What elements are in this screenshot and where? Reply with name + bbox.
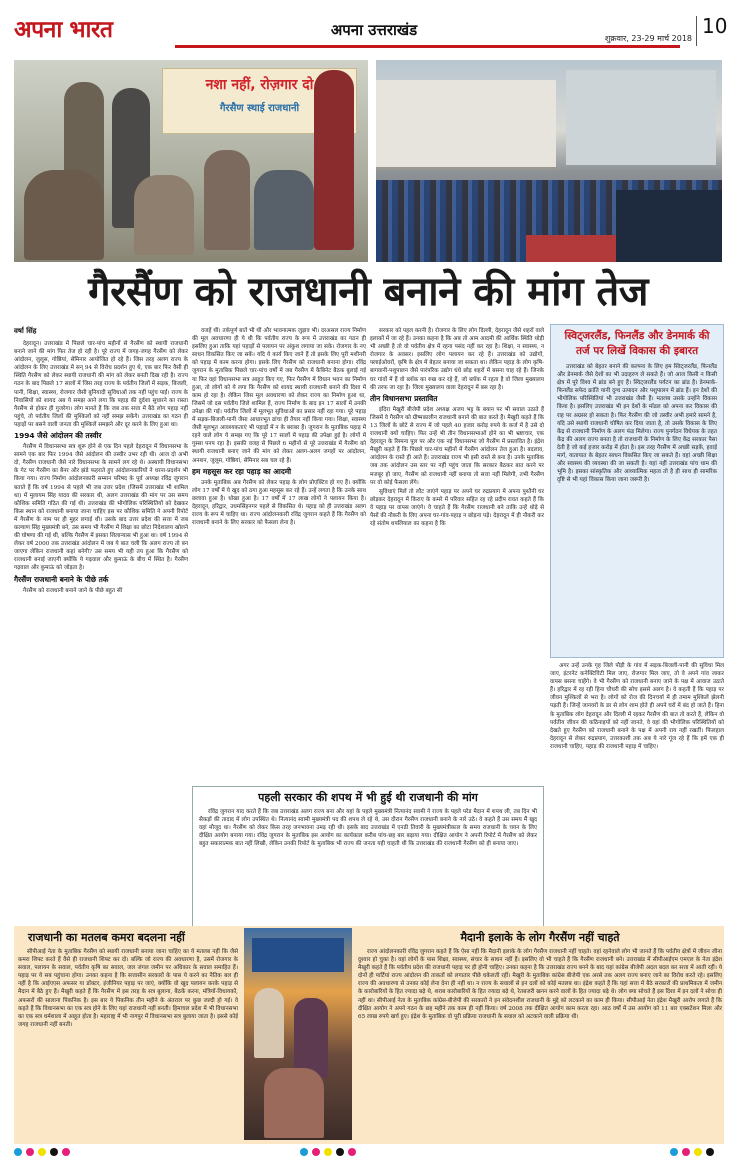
- sidebar-text: सीपीआई नेता के मुताबिक गैरसैंण को स्थायी राजधानी बनाया जाना चाहिए का ये मतलब नहीं कि जैसे कमरा शिफ्ट करते हैं वैसे ही राजधानी शिफ्ट कर दो। बल्कि जो राज्य की अवधारणा है, उसमें रोजगार के सवाल, पलायन के सवाल, पर्वतीय कृषि का सवाल, जल जंगल जमीन पर अधिकार के सवाल समाहित हैं। पहाड़ पर ये सब पहुंचाना होगा। उनका कहना है कि सत्तासीन सरकारों के पास ये करने का नैतिक बल ही नहीं है कि आईएएस अफसर या डॉक्टर, इंजीनियर पहाड़ पर जाएं, क्योंकि वो खुद पलायन करके पहाड़ से मैदान में बैठे हुए हैं। मैखुरी कहते हैं कि गैरसैंण में इस तरह के सत्र बुलाना, बैठकें करना, मंत्रियों-विधायकों, अफसरों की सालाना पिकनिक है। इस बार ये पिकनिक तीन महीने के अंतराल पर कुछ जल्दी हो गई। वे कहते हैं कि विधानसभा का एक सत्र होने के लिए यहां राजधानी नहीं बनती। हिमाचल प्रदेश में भी विधानसभा का एक सत्र धर्मशाला में आहूत होता है। महाराष्ट्र में भी नागपुर में विधानसभा सत्र बुलाया जाता है। इससे कोई जगह राजधानी नहीं बनती।: [18, 949, 238, 1028]
- brand-logo: अपना भारत: [14, 17, 113, 43]
- paragraph: उनके मुताबिक अब गैरसैंण को लेकर पहाड़ के लोग प्रोएक्टिव हो गए हैं। क्योंकि लोग 17 वर्षों में ये खुद को ठगा हुआ महसूस कर रहे हैं। उन्हें लगता है कि उनके साथ छलावा हुआ है। धोखा हुआ है। 17 वर्षों में 17 लाख लोगों ने पलायन किया है। देहरादून, हरिद्वार, उधमसिंहनगर पहले से विकसित थे। पहाड़ को ही उत्तराखंड अलग राज्य के रूप में चाहिए था। राज्य आंदोलनकारी रविंद्र जुगरान कहते हैं कि गैरसैंण को राजधानी बनाने के लिए सरकार को फैसला लेना है।: [192, 479, 366, 527]
- header-rule: [175, 45, 680, 48]
- info-box-text: उत्तराखंड को बेहतर बनाने की कल्पना के लिए हम स्विट्जरलैंड, फिनलैंड और डेनमार्क जैसे देशों का भी उदाहरण ले सकते हैं। जो आज किसी न किसी क्षेत्र में पूरे विश्व में ब्रांड बने हुए हैं। स्विट्जरलैंड पर्यटन का ब्रांड है। डेनमार्क-फिनलैंड सफेद क्रांति यानी दुग्ध उत्पादन और पशुपालन में ब्रांड हैं। इन देशों की भौगोलिक परिस्थितियां भी उत्तराखंड जैसी हैं। मतलब उसके उन्होंने विकास किया है। इसलिए उत्तराखंड भी इन देशों के मॉडल को अपना कर विकास की राह पर अग्रसर हो सकता है। फिर गैरसैंण की जो तस्वीर अभी हमारे सामने है, यदि उसे स्थायी राजधानी घोषित कर दिया जाता है, तो उसके विकास के लिए केंद्र से राजधानी निर्माण के अलग फंड मिलेगा। राज्य पुनर्गठन विधेयक के तहत केंद्र की अलग राज्य बनता है तो राजधानी के निर्माण के लिए केंद्र सरकार पैसा देती है जो कई हजार करोड़ में होता है। इस तरह गैरसैंण में अच्छी सड़कें, हवाई मार्ग, यातायात के बेहतर साधन विकसित किए जा सकते हैं। वहां अच्छी शिक्षा और स्वास्थ्य की व्यवस्था की जा सकती है। यहां नहीं उत्तराखंड पांच धाम की भूमि है। इसका सांस्कृतिक और आध्यात्मिक महत्व तो है ही साथ ही सामरिक दृष्टि से भी यहां विकास किया जाना जरूरी है।: [557, 364, 717, 484]
- info-box: [550, 324, 724, 658]
- sidebar-title: पहली सरकार की शपथ में भी हुई थी राजधानी की मांग: [258, 791, 478, 804]
- protest-photo: [14, 60, 368, 262]
- issue-date: शुक्रवार, 23-29 मार्च 2018: [604, 34, 692, 43]
- protest-crowd-photo: [244, 928, 352, 1140]
- paragraph: गैरसैंण को राजधानी बनाने जाने के पीछे बहुत सी: [23, 587, 123, 594]
- sidebar-plains-people: [358, 930, 722, 1138]
- article-column-4: [550, 662, 724, 882]
- sidebar-first-government: [192, 786, 544, 942]
- paragraph: इंदिरा मैखुरी बीजेपी प्रदेश अध्यक्ष अजय भट्ट के बयान पर भी सवाल उठाते हैं जिसमें वे गैरसैंण को ग्रीष्मकालीन राजधानी बनाने की बात करते हैं। मैखुरी कहते हैं कि 13 जिलों के छोटे से राज्य में जो पहले 40 हजार करोड़ रुपये के कर्ज में है उसे दो राजधानी क्यों चाहिए। फिर उन्हें भी तीन विधानसभाओं होने का भी भ्रष्टाचार, एक देहरादून के रिस्पना पुल पर और एक नई विधानसभा जो गैरसैंण में प्रस्तावित है। इंद्रेश मैखुरी कहते हैं कि पिछले चार-पांच महीनों में गैरसैंण आंदोलन तेज हुआ है। बदलाव, आंदोलन के रास्ते ही आते हैं। उत्तराखंड राज्य भी इसी रास्ते से बना है। उनके मुताबिक जब तक आंदोलन उस स्तर पर नहीं पहुंच जाता कि सरकार बैठकर बात करने पर मजबूर हो जाए, गैरसैंण को राजधानी नहीं बनाया तो सत्ता नहीं मिलेगी, तभी गैरसैंण पर वो कोई फैसला लेंगे।: [370, 406, 544, 486]
- paragraph: देहरादून। उत्तराखंड में पिछले चार-पांच महीनों से गैरसैंण को स्थायी राजधानी बनाने जाने की मांग फिर तेज हो रही है। पूरे राज्य में जगह-जगह गैरसैंण को लेकर आंदोलन, जुलूस, गोष्ठियां, सेमिनार आयोजित हो रहे हैं। जिस तरह अलग राज्य के आंदोलन के लिए उत्तराखंड में सन् 94 से विरोध प्रदर्शन हुए थे, एक बार फिर वैसी ही स्थिति गैरसैंण को लेकर स्थायी राजधानी की मांग को लेकर बनती दिख रही है। राज्य गठन के बाद पिछले 17 सालों में जिस तरह राज्य के पर्वतीय जिलों में सड़क, बिजली, पानी, शिक्षा, स्वास्थ्य, रोजगार जैसी बुनियादी सुविधाओं तक नहीं पहुंच पाईं। राज्य के निवासियों को शायद अब ये समझ आने लगा कि पहाड़ की दुर्दशा सुधारने का रास्ता गैरसैंण से होकर ही गुजरेगा। लोग मानते हैं कि जब तक सत्ता में बैठे लोग पहाड़ नहीं पहुंचे, तो पर्वतीय जिलों की मुश्किलों को नहीं समझ सकेंगे। उत्तराखंड का गठन ही पहाड़ों पर बसने वाली जनता की मुश्किलें समझने और दूर करने के लिए हुआ था।: [14, 341, 188, 428]
- sidebar-text: रविंद्र जुगरान याद करते हैं कि जब उत्तराखंड अलग राज्य बना और यहां के पहले मुख्यमंत्री नित्यानंद स्वामी ने राज्य के पहले परेड मैदान में शपथ ली, तब दिन भी सैकड़ों की तादाद में लोग उपस्थित थे। नित्यानंद स्वामी मुख्यमंत्री पद की शपथ ले रहे थे, उस दौरान गैरसैंण राजधानी बनाने के नारे उठे। वे कहते हैं उस समय मैं खुद वहां मौजूद था। गैरसैंण को लेकर किस तरह जनभावना उमड़ रही थी। इसके बाद उत्तराखंड में एनडी तिवारी के मुख्यमंत्रीकाल के समय राजधानी के चयन के लिए दीक्षित आयोग बनाया गया। रविंद्र जुगरान के मुताबिक इस आयोग का कार्यकाल करीब पांच-छह बार बढ़ाया गया। दीक्षित आयोग ने अपनी रिपोर्ट में गैरसैंण को लेकर बहुत सकारात्मक बात नहीं लिखी, लेकिन उनकी रिपोर्ट के मुताबिक भी राज्य की जनता यही चाहती थी कि उत्तराखंड की राजधानी गैरसैंण को ही बनाया जाए।: [199, 809, 537, 848]
- paragraph: वजहें थीं। तर्कपूर्ण बातें भी थीं और भावनात्मक जुड़ाव भी। दरअसल राज्य निर्माण की मूल अवधारणा ही ये थी कि पर्वतीय राज्य के रूप में उत्तराखंड का गठन ही इसलिए हुआ ताकि यहां पहाड़ों से पलायन पर अंकुश लगाया जा सके। रोजगार के नए साधन विकसित किए जा सकें। यदि ये कार्य किए जाने हैं तो इसके लिए पूरी मशीनरी को पहाड़ में काम करना होगा। इसके लिए गैरसैंण को राजधानी बनाना होगा। रविंद्र जुगरान के मुताबिक पिछले चार-पांच वर्षों में जब गैरसैंण में कैबिनेट बैठक बुलाई गई या फिर वहां विधानसभा सत्र आहूत किए गए, फिर गैरसैंण में विधान भवन का निर्माण हुआ, तो लोगों को ये लगा कि गैरसैंण को शायद स्थायी राजधानी बनाने की दिशा में काम हो रहा है। लेकिन जिस मूल अवधारणा को लेकर राज्य का निर्माण हुआ था, जिसमें जो दस पर्वतीय जिले शामिल हैं, राज्य निर्माण के बाद इन 17 सालों में उनकी उपेक्षा की गई। पर्वतीय जिलों में मूलभूत सुविधाओं का प्रसार नहीं रहा गया। पूरे पहाड़ में सड़क-बिजली-पानी जैसा आधारभूत ढांचा ही तैयार नहीं किया गया। शिक्षा, स्वास्थ्य जैसी मूलभूत आवश्यकताएं भी पहाड़ों में न के बराबर हैं। जुगरान के मुताबिक पहाड़ में रहने वाले लोग ये समझ गए कि पूरे 17 सालों में पहाड़ की उपेक्षा हुई है। लोगों में गुस्सा पनप रहा है। इसकी वजह से पिछले 6 महीनों से पूरे उत्तराखंड में गैरसैंण को स्थायी राजधानी बनाए जाने की मांग को लेकर अलग-अलग जगहों पर आंदोलन, अनशन, जुलूस, गोष्ठियां, सेमिनार सब चल रहे हैं।: [192, 328, 366, 464]
- sidebar-text: राज्य आंदोलनकारी रविंद्र जुगरान कहते हैं कि ऐसा नहीं कि मैदानी इलाके के लोग गैरसैंण राजधानी नहीं चाहते। वहां रहनेवाले लोग भी जानते हैं कि पर्वतीय क्षेत्रों में जीवन जीना दुश्वार हो चुका है। वहां लोगों के पास शिक्षा, स्वास्थ्य, संचार के साधन नहीं हैं। इसलिए वो भी चाहते हैं कि गैरसैंण राजधानी बने। उत्तराखंड में सीपीआईएम एमएल के नेता इंद्रेश मैखुरी कहते हैं कि पर्वतीय प्रदेश की राजधानी पहाड़ पर ही होनी चाहिए। उनका कहना है कि उत्तराखंड राज्य बनने के बाद यहां कांग्रेस बीजेपी अदल बदल कर सत्ता में आती रहीं। ये दोनों ही पार्टियां राज्य आंदोलन की ताकतों को लगातार पीछे धकेलती रहीं। मैखुरी के मुताबिक कांग्रेस बीजेपी एक अरसे तक अलग राज्य बनाए जाने का विरोध करते रहे। इसलिए राज्य की अवधारणा से उनका कोई लेना देना ही नहीं था। न राज्य के सवालों से इन दलों को कोई मतलब था। इंद्रेश कहते हैं कि यहां सत्ता में बैठे सरकारों की प्राथमिकता में जमीन के कारोबारियों के हित ज्यादा बढ़े थे, शराब कारोबारियों के हित ज्यादा बढ़े थे, रेतबजरी खनन करने वालों के हित ज्यादा बढ़े थे। लोग क्या सोचते हैं इस दिशा में इन दलों ने सोचा ही नहीं था। सीपीआई नेता के मुताबिक कांग्रेस-बीजेपी की सरकारों ने इन संवेदनशील राजधानी के मुद्दे को लटकाने का काम ही किया। सीपीआई नेता इंद्रेश मैखुरी आरोप लगाते हैं कि दीक्षित आयोग ने अपने गठन के छह महीने तक काम ही नहीं किया। वर्ष 2008 तक दीक्षित आयोग काम करता रहा। आठ वर्षों में उस आयोग को 11 बार एक्सटेंशन मिला और 65 लाख रुपये खर्च हुए। इंद्रेश के मुताबिक वो पूरी प्रक्रिया राजधानी के सवाल को अटकाने वाली प्रक्रिया थी।: [358, 949, 722, 1020]
- protest-banner: नशा नहीं, रोज़गार दो गैरसैण स्थाई राजधानी: [162, 68, 357, 134]
- sidebar-title: राजधानी का मतलब कमरा बदलना नहीं: [28, 931, 185, 944]
- main-headline: गैरसैंण को राजधानी बनाने की मांग तेज: [88, 269, 648, 315]
- paragraph: सरकार को पहल करनी है। रोजगार के लिए लोग दिल्ली, देहरादून जैसे शहरों वाले इलाकों में जा रहे हैं। उनका कहना है कि अब तो आम आदमी की आर्थिक स्थिति थोड़ी भी अच्छी है तो वो पर्वतीय क्षेत्र में रहना पसंद नहीं कर रहा है। शिक्षा, न स्वास्थ्य, न रोजगार के अवसर। इसलिए लोग पलायन कर रहे हैं। उत्तराखंड को उद्योगों, फ्लाईओवरों, कृषि के क्षेत्र में बेहतर बनाया जा सकता था। लेकिन पहाड़ के लोग कृषि-बागवानी-पशुपालन जैसे पारंपरिक उद्योग धंधे छोड़ शहरों में बसना चाह रहे हैं। जिनके घर गांवों में हैं वो ब्लॉक का रुख कर रहे हैं, जो ब्लॉक में रहता है वो जिला मुख्यालय की तरफ जा रहा है। जिला मुख्यालय वाला देहरादून में बस रहा है।: [370, 328, 544, 391]
- byline: वर्षा सिंह: [14, 327, 37, 335]
- paragraph: सुविधाएं मिलें तो लौट जाएंगे पहाड़ पर अपने घर रुद्रप्रयाग में अपना पुश्तैनी घर छोड़कर देहरादून में किराए के कमरे में परिवार सहित रह रहे प्रदीप रावत कहते हैं कि वे पहाड़ पर वापस जाएंगे। वे चाहते हैं कि गैरसैंण राजधानी बने ताकि उन्हें थोड़े से पैसों की नौकरी के लिए अपना घर-गांव-पहाड़ न छोड़ना पड़े। देहरादून में ही नौकरी कर रहे संतोष थपलियाल का कहना है कि: [370, 488, 544, 528]
- subheading: हम महसूस कर रहा पहाड़ का आदमी: [192, 466, 292, 476]
- subheading: गैरसैंण राजधानी बनाने के पीछे तर्क: [14, 574, 109, 584]
- paragraph: अगर उन्हें उनके गृह जिले पौड़ी के गांव में सड़क-बिजली-पानी की सुविधा मिल जाए, इंटरनेट कनेक्टिविटी मिल जाए, रोजगार मिल जाए, तो वे अपने गांव जाकर वापस बसना चाहेंगे। वे भी गैरसैंण को राजधानी बनाए जाने के पक्ष में आवाज उठाते हैं। हरिद्वार में रह रही हिना चौधरी की सोच इससे अलग है। वे कहती हैं कि पहाड़ पर जीवन मुश्किलों से भरा है। लोगों को रोज की दिनचर्या में ही तमाम मुश्किलें झेलनी पड़ती हैं। जिन्हें जानवरों के डर से लोग शाम होते ही अपने घरों में बंद हो जाते हैं। हिना के मुताबिक लोग देहरादून और दिल्ली में रहकर गैरसैंण की बात तो करते हैं, लेकिन वो पर्वतीय जीवन की कठिनाइयों को नहीं जानते, वे वहां की भौगोलिक परिस्थितियों को देखते हुए गैरसैंण को राजधानी बनाने के पक्ष में अपनी राय नहीं रखतीं। फिलहाल देहरादून से लेकर रुद्रप्रयाग, उत्तरकाशी तक अब ये नारे गूंज रहे हैं कि हमें एक ही राजधानी चाहिए, पहाड़ की राजधानी पहाड़ में चाहिए।: [550, 663, 724, 750]
- article-column-1: [14, 340, 188, 778]
- paragraph: गैरसैंण में विधानसभा सत्र शुरू होने से एक दिन पहले देहरादून में विधानसभा के सामने एक बार फिर 1994 जैसे आंदोलन की तस्वीर उभर रही थी। आज दो अभी दो, गैरसैंण राजधानी जैसे नारे विधानसभा के सामने लग रहे थे। अस्थायी विधानसभा के गेट पर गैरसैंण का बैनर और झंडे फहराते हुए आंदोलनकारियों ने धरना-प्रदर्शन भी किया गया। राज्य निर्माण आंदोलनकारी सम्मान परिषद के पूर्व अध्यक्ष रविंद्र जुगरान बताते हैं कि वर्ष 1994 से पहले भी जब उत्तर प्रदेश (जिसमें उत्तराखंड भी शामिल था) में मुलायम सिंह यादव की सरकार थी, अलग उत्तराखंड की मांग पर उस समय कौशिक समिति गठित की गई थी। उत्तराखंड की भौगोलिक परिस्थितियों को देखकर किस स्थान को राजधानी बनाया जाना चाहिए इस पर कौशिक समिति ने अपनी रिपोर्ट में गैरसैंण के नाम पर ही मुहर लगाई थी। उसके बाद उत्तर प्रदेश की सत्ता में जब कल्याण सिंह मुख्यमंत्री बने, उस समय भी गैरसैंण में शिक्षा का छोटा निदेशालय खोलने की घोषणा की गई थी, बल्कि गैरसैंण में इसका शिलान्यास भी हुआ था। वर्ष 1994 से लेकर वर्ष 2000 तक उत्तराखंड आंदोलन में जब ये बात चली कि अलग राज्य तो बन जाएगा लेकिन राजधानी कहां बनेगी? उस समय भी यही तय हुआ कि गैरसैंण को राजधानी बनाई जाएगी क्योंकि ये गढ़वाल और कुमाऊं के बीच में स्थित है। गैरसैंण गढ़वाल और कुमाऊं को जोड़ता है।: [14, 444, 188, 572]
- sidebar-capital-meaning: [18, 930, 238, 1138]
- info-box-title: स्विट्जरलैंड, फिनलैंड और डेनमार्क की तर्ज पर लिखें विकास की इबारत: [564, 330, 710, 357]
- subheading: तीन विधानसभा प्रस्तावित: [370, 393, 438, 403]
- subheading: 1994 जैसे आंदोलन की तस्वीर: [14, 431, 102, 441]
- article-column-2: [192, 327, 366, 782]
- assembly-photo: [376, 60, 722, 262]
- sidebar-title: मैदानी इलाके के लोग गैरसैंण नहीं चाहते: [460, 931, 620, 944]
- page-number: 10: [702, 14, 728, 38]
- page-divider: [696, 16, 697, 46]
- article-column-3: [370, 327, 544, 782]
- section-title: अपना उत्तराखंड: [330, 21, 418, 39]
